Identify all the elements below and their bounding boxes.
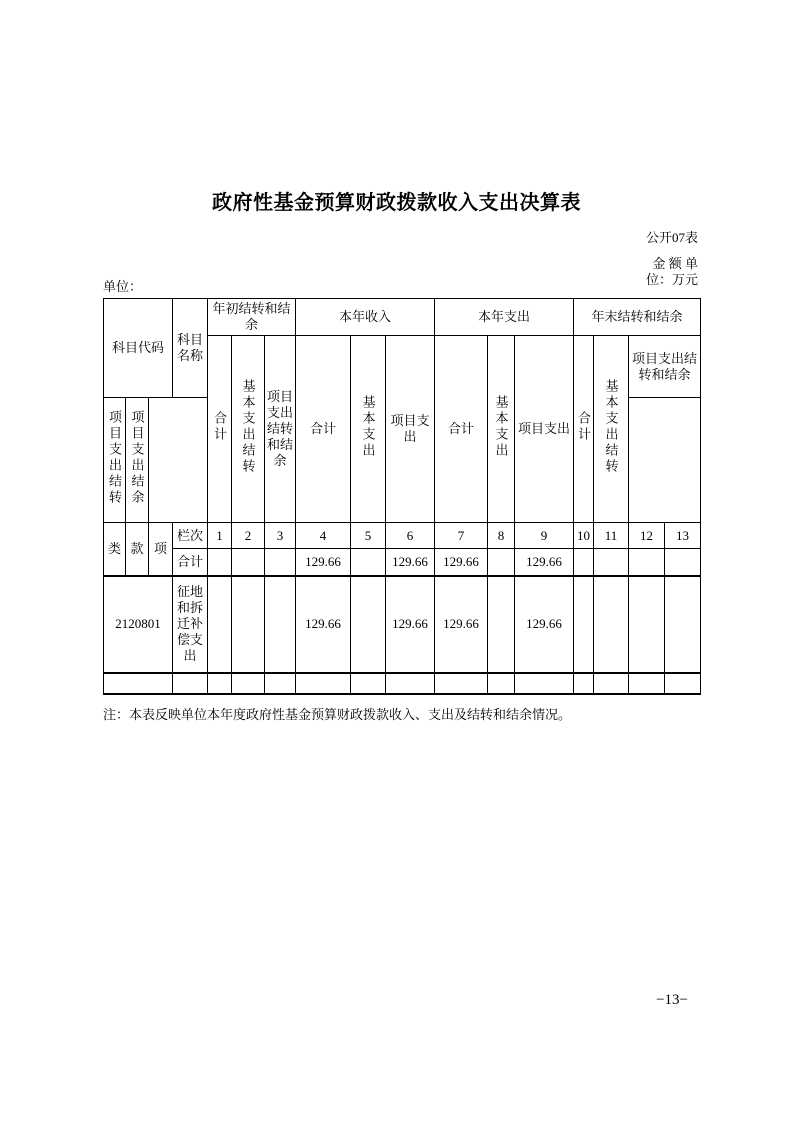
total-row-value-11 (594, 549, 629, 576)
header-ending-project-balance-label: 项目支出结余 (129, 410, 145, 507)
header-ending-basic-carryover (594, 336, 629, 523)
total-row-value-5 (351, 549, 386, 576)
data-row-value-8 (488, 576, 515, 673)
header-income-basic (351, 336, 386, 523)
header-ending-project-balance (126, 398, 149, 523)
data-row-value-7: 129.66 (435, 576, 488, 673)
column-index-12: 12 (629, 523, 665, 549)
empty-row-value-4 (296, 673, 351, 694)
data-row-value-10 (574, 576, 594, 673)
column-index-9: 9 (515, 523, 574, 549)
header-ending-basic-carryover-label: 基本支出结转 (603, 379, 619, 476)
data-row-value-1 (208, 576, 232, 673)
header-income-project: 项目支出 (386, 336, 435, 523)
column-index-4: 4 (296, 523, 351, 549)
empty-row-value-7 (435, 673, 488, 694)
header-ending-project-group: 项目支出结转和结余 (629, 336, 701, 398)
total-row-value-4: 129.66 (296, 549, 351, 576)
empty-row-name (173, 673, 208, 694)
empty-row-value-1 (208, 673, 232, 694)
data-row-value-2 (232, 576, 265, 673)
header-class: 类 (104, 523, 126, 576)
total-row-value-13 (665, 549, 701, 576)
total-row-value-1 (208, 549, 232, 576)
amount-unit-note (646, 256, 698, 288)
total-row-value-12 (629, 549, 665, 576)
data-row-value-9: 129.66 (515, 576, 574, 673)
column-index-13: 13 (665, 523, 701, 549)
page-title: 政府性基金预算财政拨款收入支出决算表 (212, 192, 581, 214)
header-beginning-total-label: 合计 (212, 411, 227, 444)
page-number: −13− (656, 992, 688, 1008)
header-beginning-basic-carryover-label: 基本支出结转 (240, 379, 256, 476)
column-index-1: 1 (208, 523, 232, 549)
column-index-3: 3 (265, 523, 296, 549)
column-index-8: 8 (488, 523, 515, 549)
header-income-basic-label: 基本支出 (360, 395, 376, 460)
data-row-value-5 (351, 576, 386, 673)
column-index-11: 11 (594, 523, 629, 549)
data-row-value-11 (594, 576, 629, 673)
empty-row-value-10 (574, 673, 594, 694)
header-group-ending-balance: 年末结转和结余 (574, 299, 701, 336)
header-expenditure-basic-label: 基本支出 (493, 395, 509, 460)
header-ending-project-carryover-label: 项目支出结转 (107, 410, 122, 507)
total-row-value-8 (488, 549, 515, 576)
header-group-beginning-balance: 年初结转和结余 (208, 299, 296, 336)
column-index-5: 5 (351, 523, 386, 549)
total-row-label: 合计 (173, 549, 208, 576)
empty-row-value-8 (488, 673, 515, 694)
fiscal-table (103, 298, 701, 695)
column-index-2: 2 (232, 523, 265, 549)
total-row-value-10 (574, 549, 594, 576)
header-income-total: 合计 (296, 336, 351, 523)
data-row-value-13 (665, 576, 701, 673)
note-text: 注：本表反映单位本年度政府性基金预算财政拨款收入、支出及结转和结余情况。 (103, 707, 572, 722)
empty-row-value-11 (594, 673, 629, 694)
header-group-current-expenditure: 本年支出 (435, 299, 574, 336)
empty-row-code (104, 673, 173, 694)
header-subject-code: 科目代码 (104, 299, 173, 398)
unit-label: 单位： (103, 279, 143, 294)
header-section: 款 (126, 523, 149, 576)
header-beginning-basic-carryover (232, 336, 265, 523)
total-row-value-2 (232, 549, 265, 576)
empty-row-value-13 (665, 673, 701, 694)
header-row-index-label: 栏次 (173, 523, 208, 549)
empty-row-value-6 (386, 673, 435, 694)
total-row-value-9: 129.66 (515, 549, 574, 576)
empty-row-value-3 (265, 673, 296, 694)
column-index-6: 6 (386, 523, 435, 549)
total-row-value-3 (265, 549, 296, 576)
header-beginning-project-carryover: 项目支出结转和结余 (265, 336, 296, 523)
data-row-value-3 (265, 576, 296, 673)
amount-unit-line1: 金 额 单 (652, 256, 698, 271)
empty-row-value-2 (232, 673, 265, 694)
empty-row-value-12 (629, 673, 665, 694)
column-index-7: 7 (435, 523, 488, 549)
data-row-value-12 (629, 576, 665, 673)
header-expenditure-total: 合计 (435, 336, 488, 523)
header-item: 项 (149, 523, 173, 576)
header-ending-total (574, 336, 594, 523)
empty-row-value-5 (351, 673, 386, 694)
header-expenditure-project: 项目支出 (515, 336, 574, 523)
header-group-current-income: 本年收入 (296, 299, 435, 336)
data-row-value-4: 129.66 (296, 576, 351, 673)
header-subject-name: 科目名称 (173, 299, 208, 398)
data-row-name: 征地和拆迁补偿支出 (173, 576, 208, 673)
header-expenditure-basic (488, 336, 515, 523)
header-ending-project-carryover (104, 398, 126, 523)
total-row-value-6: 129.66 (386, 549, 435, 576)
empty-row-value-9 (515, 673, 574, 694)
total-row-value-7: 129.66 (435, 549, 488, 576)
header-ending-total-label: 合计 (576, 411, 591, 444)
header-beginning-total (208, 336, 232, 523)
data-row-code: 2120801 (104, 576, 173, 673)
amount-unit-line2: 位：万元 (645, 272, 698, 287)
table-number: 公开07表 (645, 230, 698, 245)
data-row-value-6: 129.66 (386, 576, 435, 673)
column-index-10: 10 (574, 523, 594, 549)
